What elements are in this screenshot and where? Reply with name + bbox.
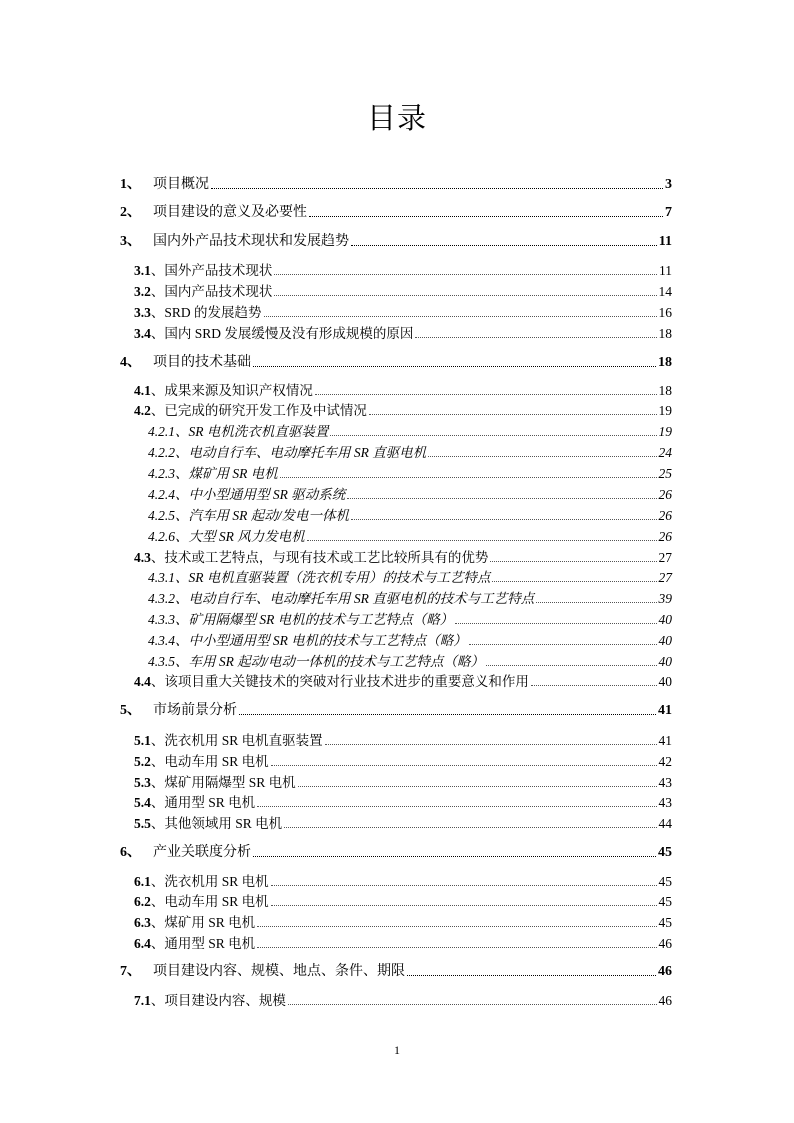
toc-entry-number: 4.3.1: [148, 570, 175, 585]
toc-entry-title: 项目建设内容、规模、地点、条件、期限: [153, 964, 405, 979]
toc-entry-number: 4.1: [134, 383, 151, 398]
toc-leader-dots: [407, 975, 656, 976]
toc-entry-number: 6、: [120, 845, 141, 860]
toc-entry-number: 4.4: [134, 674, 151, 689]
toc-entry[interactable]: [134, 399, 672, 419]
toc-leader-dots: [257, 947, 656, 948]
toc-leader-dots: [309, 216, 663, 217]
toc-entry-number: 3.2: [134, 284, 151, 299]
toc-entry[interactable]: [148, 566, 672, 586]
toc-entry-page: 43: [658, 795, 672, 810]
toc-entry-number: 4.3.5: [148, 654, 175, 669]
toc-entry[interactable]: [148, 504, 672, 524]
toc-entry-title: 项目概况: [153, 177, 209, 192]
toc-leader-dots: [271, 905, 657, 906]
toc-entry-title: 、通用型 SR 电机: [150, 936, 256, 951]
toc-entry[interactable]: [134, 322, 672, 342]
toc-entry-number: 4.2.3: [148, 466, 175, 481]
toc-entry-page: 19: [658, 403, 672, 418]
toc-entry-number: 4.2.4: [148, 487, 175, 502]
toc-leader-dots: [428, 456, 656, 457]
toc-entry-title: 、SR 电机洗衣机直驱装置: [175, 424, 329, 439]
toc-leader-dots: [536, 602, 656, 603]
toc-leader-dots: [486, 665, 657, 666]
toc-entry-number: 4、: [120, 355, 141, 370]
toc-entry-title: 、煤矿用 SR 电机: [150, 915, 256, 930]
toc-entry[interactable]: [134, 890, 672, 910]
toc-entry-number: 4.2.1: [148, 424, 175, 439]
toc-entry[interactable]: [134, 791, 672, 811]
toc-entry-page: 26: [658, 487, 672, 502]
toc-entry[interactable]: [120, 201, 672, 221]
toc-leader-dots: [455, 623, 656, 624]
toc-entry-title: 、洗衣机用 SR 电机: [150, 874, 269, 889]
page-number: 1: [394, 1043, 400, 1057]
toc-leader-dots: [257, 926, 656, 927]
toc-entry-title: 、大型 SR 风力发电机: [175, 529, 305, 544]
toc-entry[interactable]: [134, 989, 672, 1009]
toc-leader-dots: [274, 274, 657, 275]
toc-leader-dots: [288, 1004, 657, 1005]
toc-leader-dots: [280, 477, 657, 478]
toc-entry-title: 项目的技术基础: [153, 355, 251, 370]
toc-entry-page: 27: [658, 570, 672, 585]
toc-entry[interactable]: [148, 441, 672, 461]
toc-entry-title: 项目建设的意义及必要性: [153, 205, 307, 220]
toc-leader-dots: [271, 885, 657, 886]
toc-entry-page: 46: [658, 964, 672, 979]
toc-entry-title: 、该项目重大关键技术的突破对行业技术进步的重要意义和作用: [150, 674, 529, 689]
toc-leader-dots: [490, 561, 656, 562]
toc-entry-number: 3.4: [134, 326, 151, 341]
toc-entry-page: 7: [665, 205, 672, 220]
toc-entry[interactable]: [134, 771, 672, 791]
toc-entry-title: 、煤矿用 SR 电机: [175, 466, 278, 481]
toc-entry[interactable]: [148, 650, 672, 670]
toc-entry-title: 、SRD 的发展趋势: [150, 305, 262, 320]
toc-leader-dots: [351, 245, 657, 246]
toc-entry[interactable]: [134, 670, 672, 690]
toc-leader-dots: [330, 435, 656, 436]
toc-entry-number: 3、: [120, 234, 141, 249]
toc-entry-title: 、电动车用 SR 电机: [150, 754, 269, 769]
toc-entry-title: 、国内 SRD 发展缓慢及没有形成规模的原因: [150, 326, 414, 341]
toc-entry-page: 3: [665, 177, 672, 192]
toc-entry-title: 、国外产品技术现状: [150, 263, 273, 278]
toc-entry-number: 4.3.4: [148, 633, 175, 648]
toc-entry-page: 46: [658, 936, 672, 951]
toc-title: 目录: [366, 103, 427, 135]
toc-entry-title: 、矿用隔爆型 SR 电机的技术与工艺特点（略）: [175, 612, 454, 627]
toc-entry-page: 14: [658, 284, 672, 299]
toc-entry-title: 、项目建设内容、规模: [150, 993, 286, 1008]
toc-entry[interactable]: [134, 280, 672, 300]
toc-entry-title: 、SR 电机直驱装置（洗衣机专用）的技术与工艺特点: [175, 570, 491, 585]
toc-entry-title: 市场前景分析: [153, 703, 237, 718]
toc-entry[interactable]: [148, 587, 672, 607]
toc-leader-dots: [307, 540, 657, 541]
toc-entry-title: 、中小型通用型 SR 驱动系统: [175, 487, 346, 502]
toc-entry-number: 6.3: [134, 915, 151, 930]
toc-entry-page: 16: [658, 305, 672, 320]
toc-entry-number: 5.1: [134, 733, 151, 748]
toc-leader-dots: [253, 366, 656, 367]
toc-entry[interactable]: [134, 750, 672, 770]
toc-leader-dots: [284, 827, 656, 828]
toc-leader-dots: [253, 856, 656, 857]
toc-entry-page: 25: [658, 466, 672, 481]
toc-entry-title: 、煤矿用隔爆型 SR 电机: [150, 775, 296, 790]
toc-entry[interactable]: [134, 379, 672, 399]
toc-entry[interactable]: [134, 932, 672, 952]
toc-entry-title: 、电动车用 SR 电机: [150, 894, 269, 909]
toc-entry[interactable]: [120, 960, 672, 980]
toc-entry-page: 19: [658, 424, 672, 439]
toc-entry-page: 45: [658, 894, 672, 909]
toc-entry-number: 4.2: [134, 403, 151, 418]
toc-entry-number: 6.2: [134, 894, 151, 909]
toc-entry-page: 41: [658, 733, 672, 748]
toc-entry-title: 、成果来源及知识产权情况: [150, 383, 313, 398]
toc-entry-number: 5.5: [134, 816, 151, 831]
toc-leader-dots: [271, 765, 657, 766]
toc-leader-dots: [347, 498, 656, 499]
toc-leader-dots: [492, 581, 656, 582]
toc-leader-dots: [239, 714, 656, 715]
toc-entry-title: 、其他领域用 SR 电机: [150, 816, 283, 831]
toc-entry-page: 24: [658, 445, 672, 460]
toc-entry-number: 6.1: [134, 874, 151, 889]
toc-entry-page: 45: [658, 915, 672, 930]
toc-entry-page: 39: [658, 591, 672, 606]
toc-entry[interactable]: [134, 546, 672, 566]
toc-leader-dots: [351, 519, 657, 520]
toc-entry-number: 5.2: [134, 754, 151, 769]
toc-entry-page: 43: [658, 775, 672, 790]
toc-entry[interactable]: [148, 629, 672, 649]
toc-entry-page: 11: [658, 234, 672, 249]
toc-entry[interactable]: [134, 729, 672, 749]
toc-leader-dots: [274, 295, 656, 296]
toc-leader-dots: [264, 316, 657, 317]
toc-leader-dots: [325, 744, 657, 745]
toc-entry-page: 46: [658, 993, 672, 1008]
toc-entry-number: 4.2.5: [148, 508, 175, 523]
toc-entry[interactable]: [148, 462, 672, 482]
toc-entry-page: 45: [658, 845, 672, 860]
toc-entry-title: 、通用型 SR 电机: [150, 795, 256, 810]
toc-entry-number: 2、: [120, 205, 141, 220]
toc-entry-page: 42: [658, 754, 672, 769]
toc-entry-title: 、洗衣机用 SR 电机直驱装置: [150, 733, 323, 748]
toc-entry-title: 、车用 SR 起动/电动一体机的技术与工艺特点（略）: [175, 654, 484, 669]
toc-entry[interactable]: [148, 420, 672, 440]
toc-leader-dots: [369, 414, 657, 415]
toc-entry-title: 、中小型通用型 SR 电机的技术与工艺特点（略）: [175, 633, 467, 648]
toc-entry-page: 18: [658, 355, 672, 370]
toc-leader-dots: [257, 806, 656, 807]
toc-entry-number: 4.3.2: [148, 591, 175, 606]
toc-entry-page: 40: [658, 633, 672, 648]
toc-leader-dots: [469, 644, 657, 645]
toc-leader-dots: [315, 394, 657, 395]
toc-entry[interactable]: [120, 351, 672, 371]
toc-entry-page: 40: [658, 654, 672, 669]
toc-entry[interactable]: [120, 173, 672, 193]
toc-entry-title: 、汽车用 SR 起动/发电一体机: [175, 508, 349, 523]
toc-entry-page: 41: [658, 703, 672, 718]
toc-entry[interactable]: [134, 812, 672, 832]
toc-entry-number: 4.3.3: [148, 612, 175, 627]
toc-entry[interactable]: [134, 301, 672, 321]
toc-leader-dots: [415, 337, 656, 338]
toc-entry-page: 40: [658, 674, 672, 689]
toc-entry-page: 26: [658, 529, 672, 544]
toc-entry[interactable]: [120, 841, 672, 861]
toc-leader-dots: [531, 685, 657, 686]
toc-entry-number: 1、: [120, 177, 141, 192]
toc-entry[interactable]: [134, 870, 672, 890]
toc-entry[interactable]: [134, 259, 672, 279]
toc-leader-dots: [211, 188, 663, 189]
toc-entry-number: 4.2.6: [148, 529, 175, 544]
toc-entry-page: 11: [659, 263, 672, 278]
toc-entry-number: 3.1: [134, 263, 151, 278]
toc-entry-number: 7.1: [134, 993, 151, 1008]
toc-entry-number: 4.2.2: [148, 445, 175, 460]
toc-entry-title: 、电动自行车、电动摩托车用 SR 直驱电机: [175, 445, 427, 460]
toc-entry-page: 27: [658, 550, 672, 565]
toc-entry-number: 4.3: [134, 550, 151, 565]
toc-entry[interactable]: [134, 911, 672, 931]
toc-entry-number: 3.3: [134, 305, 151, 320]
toc-entry[interactable]: [148, 483, 672, 503]
toc-entry-title: 、电动自行车、电动摩托车用 SR 直驱电机的技术与工艺特点: [175, 591, 535, 606]
toc-entry-title: 、国内产品技术现状: [150, 284, 273, 299]
toc-entry-page: 40: [658, 612, 672, 627]
toc-entry-page: 18: [658, 383, 672, 398]
toc-leader-dots: [298, 786, 657, 787]
toc-entry-number: 5.3: [134, 775, 151, 790]
toc-entry-number: 5.4: [134, 795, 151, 810]
toc-entry-title: 、技术或工艺特点，与现有技术或工艺比较所具有的优势: [150, 550, 489, 565]
toc-entry-title: 产业关联度分析: [153, 845, 251, 860]
toc-entry-page: 45: [658, 874, 672, 889]
toc-entry[interactable]: [120, 230, 672, 250]
toc-entry-number: 6.4: [134, 936, 151, 951]
toc-entry-page: 44: [658, 816, 672, 831]
toc-entry[interactable]: [148, 525, 672, 545]
toc-entry-number: 5、: [120, 703, 141, 718]
toc-entry[interactable]: [148, 608, 672, 628]
toc-entry-title: 国内外产品技术现状和发展趋势: [153, 234, 349, 249]
toc-entry-page: 26: [658, 508, 672, 523]
toc-entry-page: 18: [658, 326, 672, 341]
toc-entry[interactable]: [120, 699, 672, 719]
toc-entry-number: 7、: [120, 964, 141, 979]
toc-entry-title: 、已完成的研究开发工作及中试情况: [150, 403, 367, 418]
